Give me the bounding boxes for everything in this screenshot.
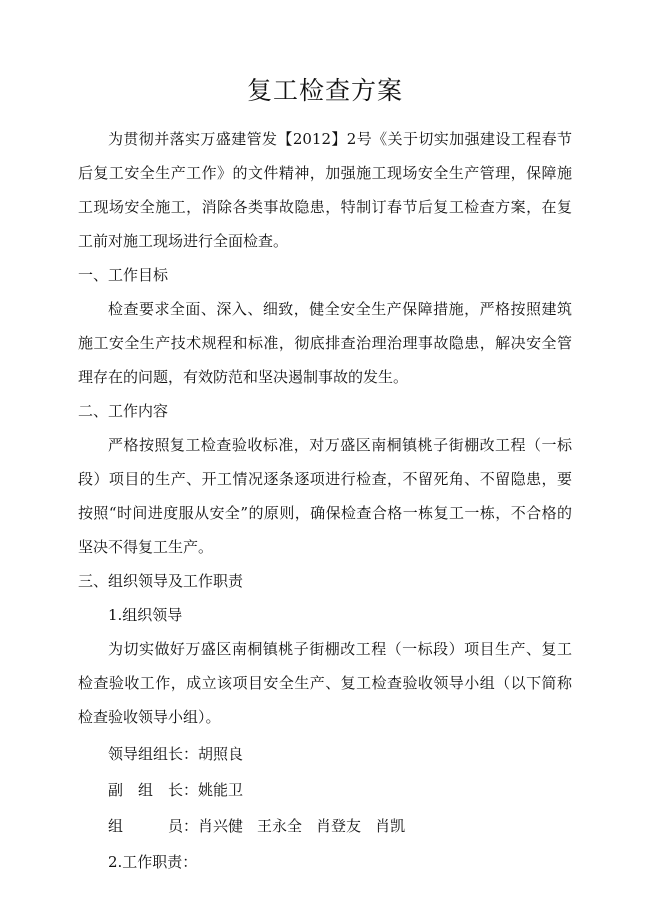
section-body-goals: 检查要求全面、深入、细致，健全安全生产保障措施，严格按照建筑施工安全生产技术规程和标准，彻底排查治理治理事故隐患，解决安全管理存在的问题，有效防范和坚决遏制事故的发生。 — [78, 300, 572, 386]
subsection-body-leadership: 为切实做好万盛区南桐镇桃子街棚改工程（一标段）项目生产、复工检查验收工作，成立该项目安全生产、复工检查验收领导小组（以下简称检查验收领导小组）。 — [78, 640, 572, 726]
subsection-heading-leadership: 1.组织领导 — [108, 606, 183, 624]
subsection-heading-duties: 2.工作职责： — [108, 853, 198, 871]
leader-label: 领导组组长： — [108, 745, 199, 763]
deputy-label: 副 组 长： — [108, 781, 199, 799]
page-title: 复工检查方案 — [246, 76, 403, 105]
leader-name: 胡照良 — [198, 745, 244, 763]
deputy-name: 姚能卫 — [198, 781, 244, 799]
leader-line — [78, 736, 572, 772]
member-name: 肖凯 — [375, 817, 406, 835]
members-label: 组 员： — [108, 817, 199, 835]
member-name: 肖兴健 — [198, 817, 244, 835]
member-name: 肖登友 — [316, 817, 362, 835]
members-names — [198, 817, 419, 835]
section-heading-organization: 三、组织领导及工作职责 — [78, 572, 244, 590]
section-heading-content: 二、工作内容 — [78, 402, 169, 420]
members-line — [78, 808, 572, 844]
section-body-content: 严格按照复工检查验收标准，对万盛区南桐镇桃子街棚改工程（一标段）项目的生产、开工情况逐条逐项进行检查，不留死角、不留隐患，要按照“时间进度服从安全”的原则，确保检查合格一栋复工一栋，不合格的坚决不得复工生产。 — [78, 436, 572, 556]
leadership-group-list — [78, 736, 572, 880]
member-name: 王永全 — [257, 817, 303, 835]
document-body — [78, 122, 572, 880]
deputy-line — [78, 772, 572, 808]
intro-paragraph: 为贯彻并落实万盛建管发【2012】2号《关于切实加强建设工程春节后复工安全生产工作》的文件精神，加强施工现场安全生产管理，保障施工现场安全施工，消除各类事故隐患，特制订春节后复工检查方案，在复工前对施工现场进行全面检查。 — [78, 130, 572, 250]
section-heading-goals: 一、工作目标 — [78, 266, 169, 284]
